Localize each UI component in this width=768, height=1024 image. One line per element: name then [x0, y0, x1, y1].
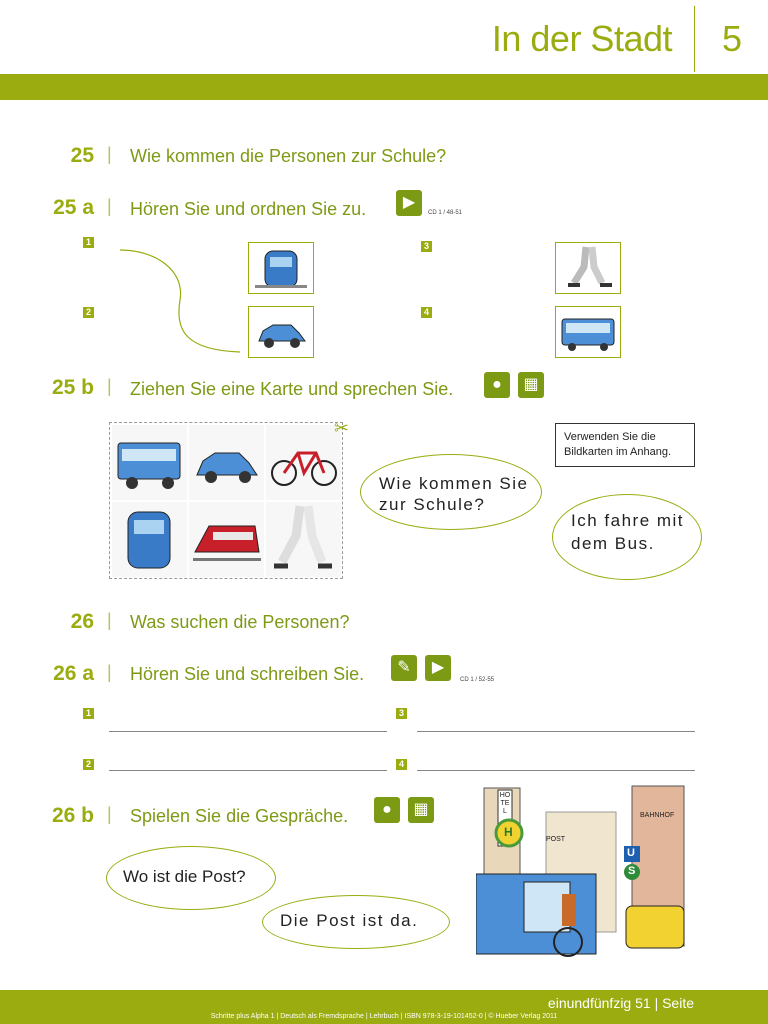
post-sign: POST [546, 836, 566, 843]
item-number: 2 [83, 307, 94, 318]
item-number: 4 [421, 307, 432, 318]
bubble-text: Wo ist die Post? [123, 867, 246, 886]
separator: | [107, 144, 112, 164]
exercise-number: 26 [70, 610, 94, 633]
header-divider [694, 6, 695, 72]
item-number: 1 [83, 708, 94, 719]
listen-icon: ▶ [396, 190, 422, 216]
speech-bubble-icon: ● [374, 797, 400, 823]
item-number: 3 [396, 708, 407, 719]
listen-icon: ▶ [425, 655, 451, 681]
bus-picture [555, 306, 621, 358]
bubble-text: Ich fahre mit dem Bus. [571, 511, 685, 553]
separator: | [107, 196, 112, 216]
scissors-icon: ✂ [334, 418, 350, 438]
street-illustration [476, 782, 690, 974]
separator: | [107, 376, 112, 396]
car-card[interactable] [189, 425, 264, 500]
bubble-text: Die Post ist da. [280, 911, 419, 930]
walking-legs-card[interactable] [266, 502, 341, 577]
subway-train-card[interactable] [112, 502, 187, 577]
exercise-instruction: Hören Sie und ordnen Sie zu. [130, 199, 367, 219]
card-grid [109, 422, 343, 579]
page-number: einundfünfzig 51 | Seite [547, 995, 694, 1011]
instruction-note: Verwenden Sie die Bildkarten im Anhang. [555, 423, 695, 467]
separator: | [107, 662, 112, 682]
exercise-number: 25 b [51, 376, 94, 399]
speech-bubble-icon: ● [484, 372, 510, 398]
pencil-icon: ✎ [391, 655, 417, 681]
partner-work-icon: ▦ [518, 372, 544, 398]
car-picture [248, 306, 314, 358]
separator: | [107, 804, 112, 824]
matching-line [115, 240, 245, 355]
answer-line[interactable] [109, 770, 387, 771]
item-number: 3 [421, 241, 432, 252]
exercise-instruction: Hören Sie und schreiben Sie. [130, 664, 365, 684]
bubble-text: Wie kommen Sie zur Schule? [379, 474, 529, 514]
exercise-instruction: Was suchen die Personen? [130, 612, 350, 632]
exercise-instruction: Wie kommen die Personen zur Schule? [130, 146, 447, 166]
speech-bubble-answer [552, 494, 702, 580]
answer-line[interactable] [417, 770, 695, 771]
chapter-number: 5 [721, 18, 742, 59]
bus-stop-sign: H [504, 825, 513, 839]
separator: | [107, 610, 112, 630]
subway-train-picture [248, 242, 314, 294]
bus-card[interactable] [112, 425, 187, 500]
bicycle-card[interactable] [266, 425, 341, 500]
answer-line[interactable] [109, 731, 387, 732]
exercise-number: 25 a [53, 196, 94, 219]
walking-legs-picture [555, 242, 621, 294]
hotel-sign: HOTEL [499, 792, 511, 815]
speech-bubble-question [360, 454, 542, 530]
item-number: 1 [83, 237, 94, 248]
exercise-number: 25 [70, 144, 94, 167]
u-bahn-sign: U [627, 847, 635, 859]
bahnhof-sign: BAHNHOF [640, 812, 675, 819]
exercise-number: 26 a [53, 662, 94, 685]
speech-bubble-question [106, 846, 276, 910]
cd-reference: CD 1 / 48-51 [428, 210, 463, 216]
partner-work-icon: ▦ [408, 797, 434, 823]
answer-line[interactable] [417, 731, 695, 732]
item-number: 2 [83, 759, 94, 770]
item-number: 4 [396, 759, 407, 770]
exercise-instruction: Spielen Sie die Gespräche. [130, 806, 349, 826]
train-card[interactable] [189, 502, 264, 577]
chapter-title: In der Stadt [491, 18, 672, 59]
s-bahn-sign: S [628, 865, 636, 877]
speech-bubble-answer [262, 895, 450, 949]
footer-credits: Schritte plus Alpha 1 | Deutsch als Fremdsprache | Lehrbuch | ISBN 978-3-19-101452-0 | © Hueber Verlag 2011 [210, 1013, 558, 1020]
exercise-number: 26 b [51, 804, 94, 827]
cd-reference: CD 1 / 52-55 [460, 677, 495, 683]
exercise-instruction: Ziehen Sie eine Karte und sprechen Sie. [130, 379, 454, 399]
top-band [0, 74, 768, 100]
